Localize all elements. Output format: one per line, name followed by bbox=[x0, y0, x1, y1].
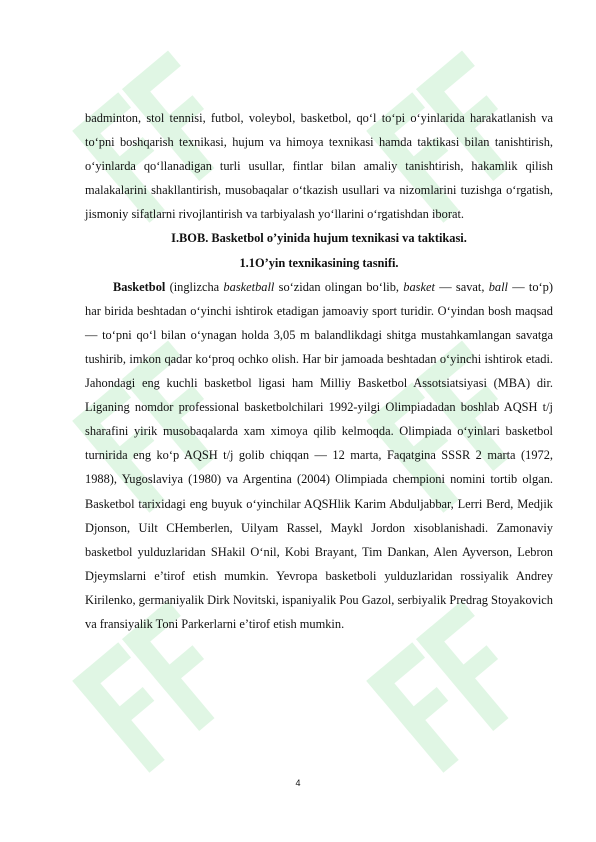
text-segment: so‘zidan olingan bo‘lib, bbox=[274, 279, 404, 294]
continuation-paragraph: badminton, stol tennisi, futbol, voleybol, basketbol, qo‘l to‘pi o‘yinlarida harakatlanish va to‘pni boshqarish texnikasi, hujum va himoya texnikasi hamda taktikasi bilan tanishtirish, o‘yinlarda qo‘llanadigan turli usullar, fintlar bilan amaliy tanishtirish, hakamlik qilish malakalarini shakllantirish, musobaqalar o‘tkazish usullari va nizomlarini tuzishga o‘rgatish, jismoniy sifatlarni rivojlantirish va tarbiyalash yo‘llarini o‘rgatishdan iborat. bbox=[85, 111, 553, 222]
document-body bbox=[85, 106, 553, 636]
text-segment: — to‘p) har birida beshtadan o‘yinchi ishtirok etadigan jamoaviy sport turidir. O‘yindan bosh maqsad — to‘pni qo‘l bilan o‘ynagan holda 3,05 m balandlikdagi shitga mustahkamlangan savatga tushirib, imkon qadar ko‘proq ochko olish. Har bir jamoada beshtadan o‘yinchi ishtirok etadi. Jahondagi eng kuchli basketbol ligasi ham Milliy Basketbol Assotsiatsiyasi (MBA) dir. Liganing nomdor professional basketbolchilari 1992-yilgi Olimpiadadan boshlab AQSH t/j sharafini yirik musobaqalarda xam ximoya qilib kelmoqda. Olimpiada o‘yinlari basketbol turnirida eng ko‘p AQSH t/j golib chiqqan — 12 marta, Faqatgina SSSR 2 marta (1972, 1988), Yugoslaviya (1980) va Argentina (2004) Olimpiada chempioni nomini tortib olgan. Basketbol tarixidagi eng buyuk o‘yinchilar AQSHlik Karim Abduljabbar, Lerri Berd, Medjik Djonson, Uilt CHemberlen, Uilyam Rassel, Maykl Jordon xisoblanishadi. Zamonaviy basketbol yulduzlaridan SHakil O‘nil, Kobi Brayant, Tim Dankan, Alen Ayverson, Lebron Djeymslarni e’tirof etish mumkin. Yevropa basketboli yulduzlaridan rossiyalik Andrey Kirilenko, germaniyalik Dirk Novitski, ispaniyalik Pou Gazol, serbiyalik Predrag Stoyakovich va fransiyalik Toni Parkerlarni e’tirof etish mumkin. bbox=[85, 279, 554, 631]
term-ball: ball bbox=[488, 279, 508, 294]
text-segment: — savat, bbox=[434, 279, 489, 294]
section-heading: 1.1O’yin texnikasining tasnifi. bbox=[239, 255, 399, 270]
term-basketball-en: basketball bbox=[223, 279, 275, 294]
page-number: 4 bbox=[295, 778, 301, 788]
term-basketbol: Basketbol bbox=[113, 279, 166, 294]
text-segment: (inglizcha bbox=[165, 279, 224, 294]
basketball-paragraph bbox=[85, 275, 553, 636]
chapter-heading: I.BOB. Basketbol o’yinida hujum texnikasi va taktikasi. bbox=[171, 231, 467, 246]
term-basket: basket bbox=[403, 279, 435, 294]
